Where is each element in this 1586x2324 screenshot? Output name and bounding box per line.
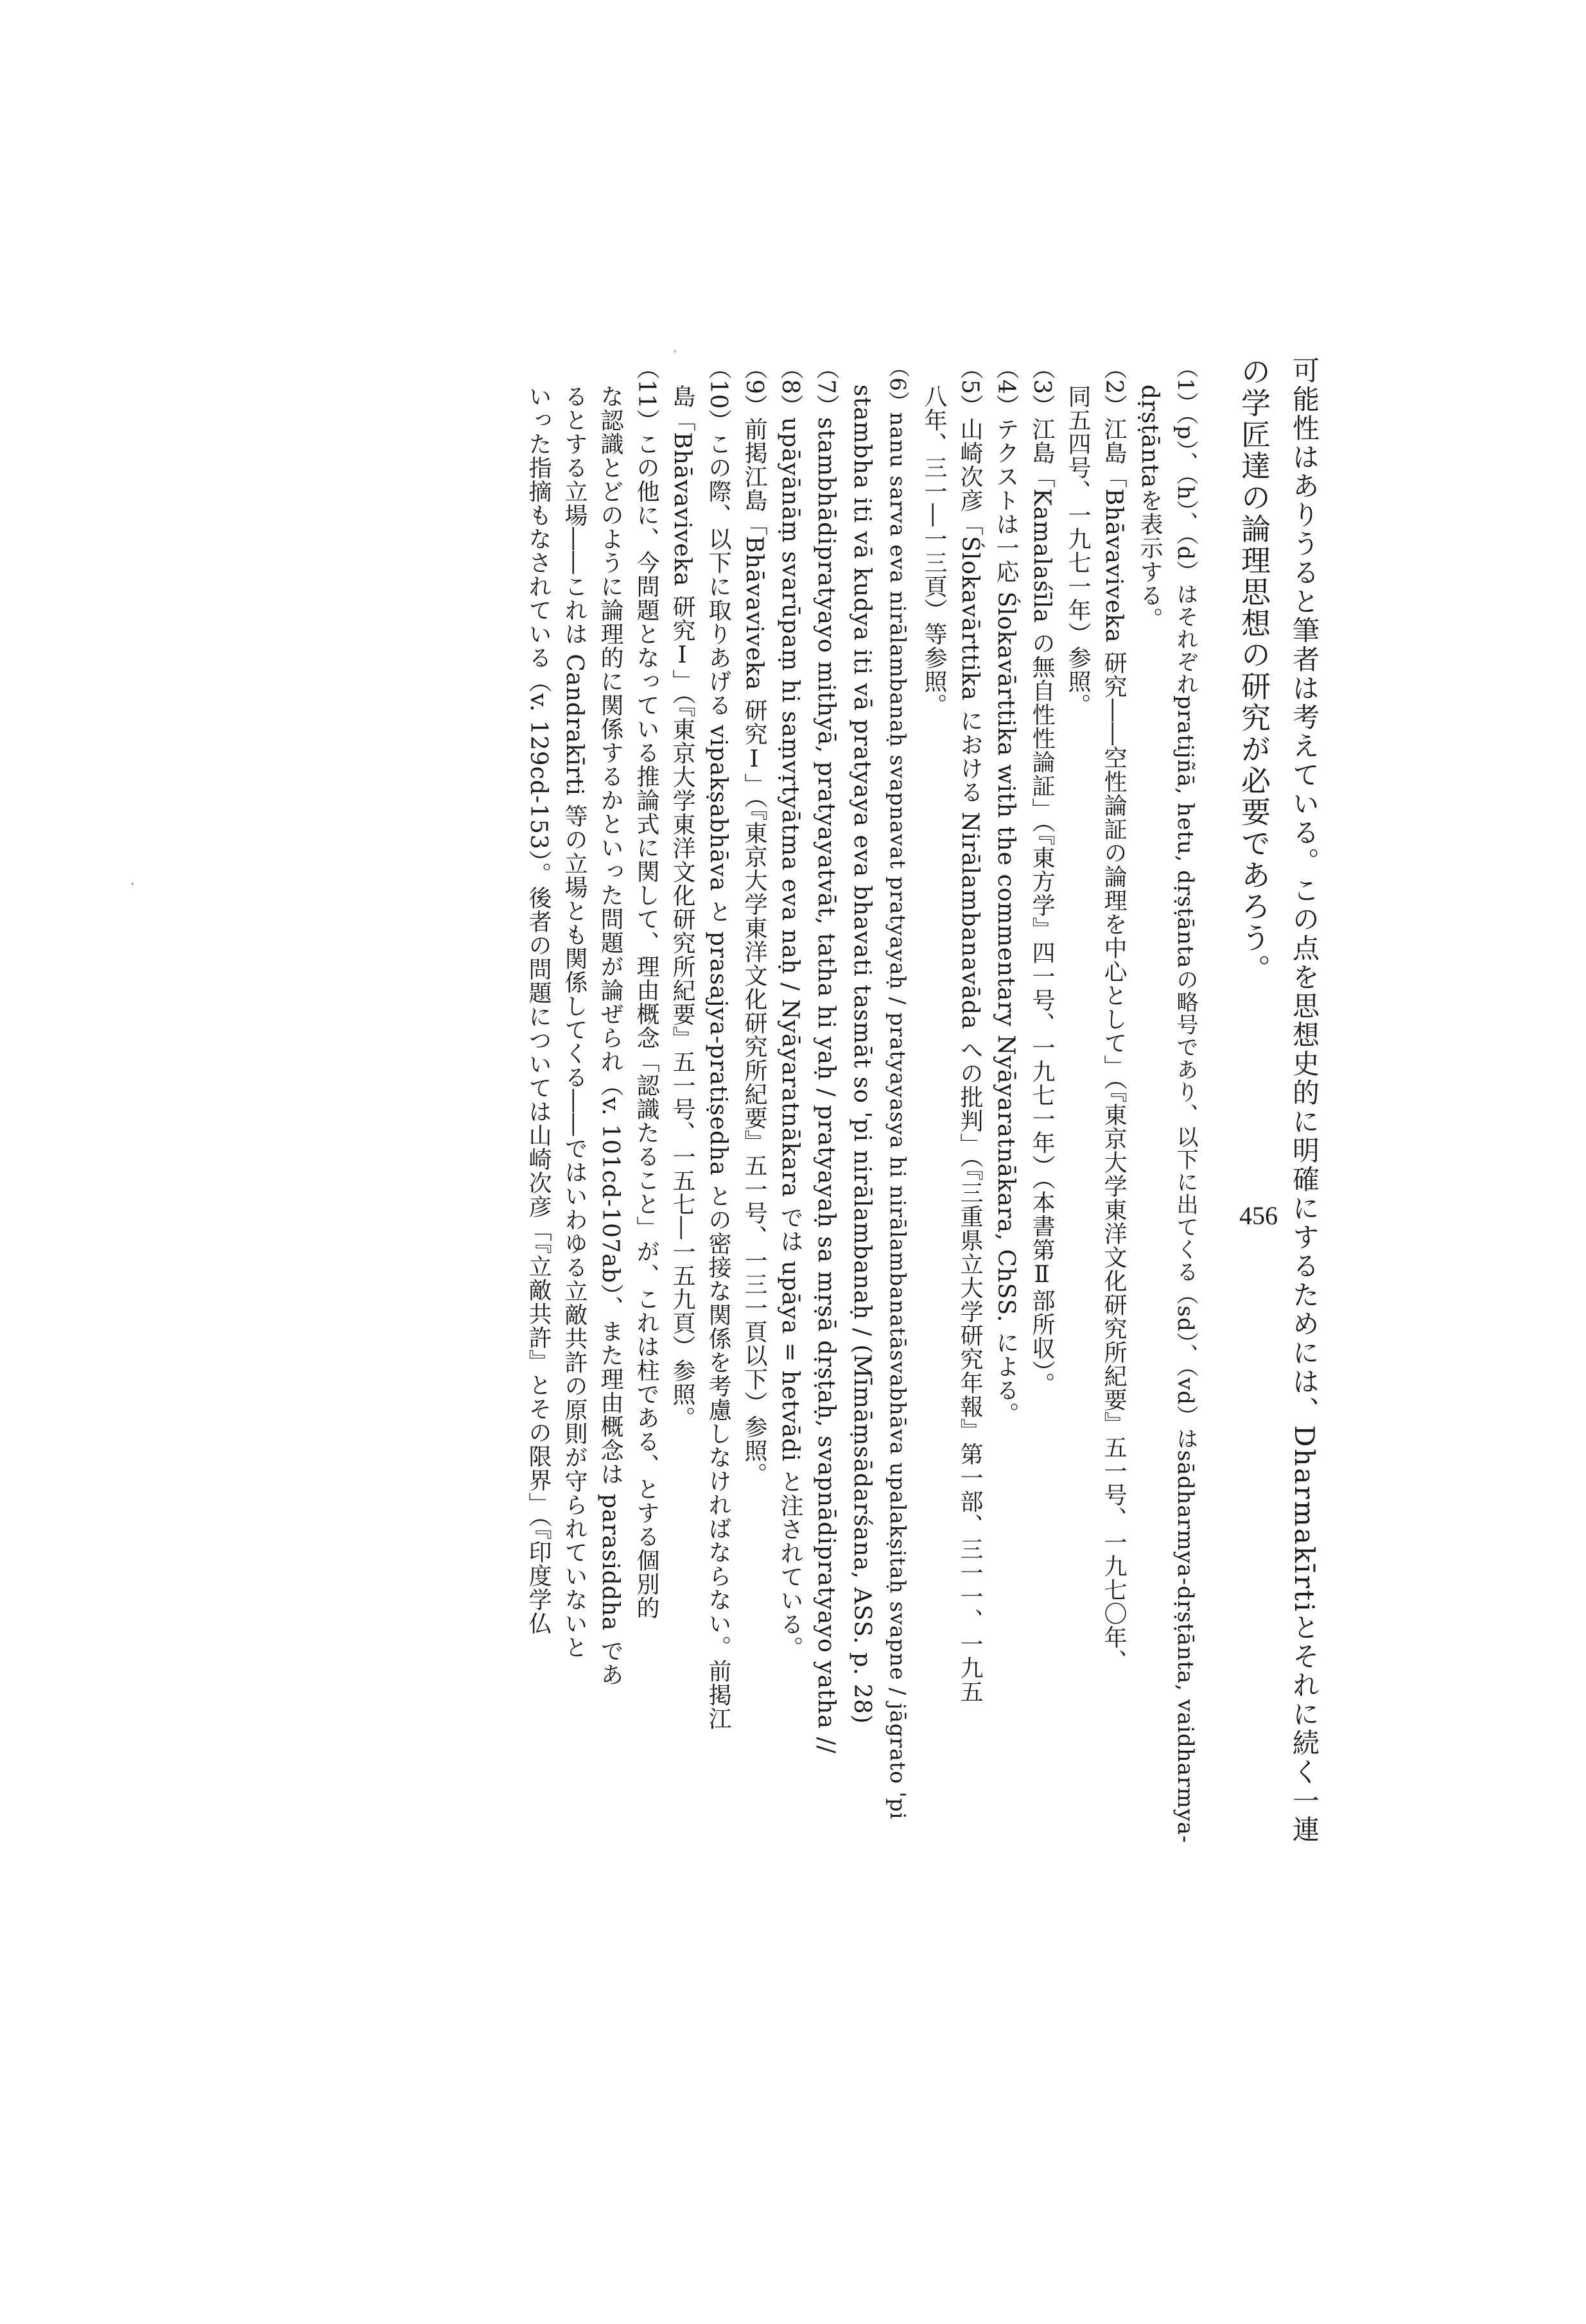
footnote-text: 山崎次彦「Ślokavārttika における Nirālambanavāda への批判」（『三重県立大学研究年報』第一部、三一一、一九五 <box>957 417 983 1704</box>
footnote-8-line-1 <box>772 356 808 1846</box>
footnote-text: この他に、今問題となっている推論式に関して、理由概念「認識たること」が、これは柱である、とする個別的 <box>633 431 659 1620</box>
footnote-text: 前掲江島「Bhāvaviveka 研究Ⅰ」（『東京大学東洋文化研究所紀要』五一号、一三一頁以下）参照。 <box>741 417 767 1487</box>
body-text-line: の学匠達の論理思想の研究が必要であろう。 <box>1237 356 1271 985</box>
footnote-text: この際、以下に取りあげる vipakṣabhāva と prasajya-pratiṣedha との密接な関係を考慮しなければならない。前掲江 <box>705 431 731 1731</box>
footnote-11-line-1 <box>628 356 664 1846</box>
footnote-number: （6） <box>885 356 911 412</box>
footnote-7-line-1 <box>808 356 844 1846</box>
footnote-number: （4） <box>993 356 1019 417</box>
footnote-text: テクストは一応 Ślokavārttika with the commentary Nyāyaratnākara, ChSS. による。 <box>993 417 1019 1426</box>
page-number: 456 <box>1239 1201 1278 1230</box>
scan-mark <box>674 350 675 352</box>
vertical-text-block <box>520 356 1329 1846</box>
footnote-number: （8） <box>777 356 803 417</box>
footnote-5-line-2: 八年、三一―一三頁）等参照。 <box>921 385 947 717</box>
footnote-text: 江島「Bhāvaviveka 研究――空性論証の論理を中心として」（『東京大学東洋文化研究所紀要』五一号、一九七〇年、 <box>1101 417 1127 1674</box>
footnote-number: （3） <box>1029 356 1055 417</box>
footnote-3-line-1 <box>1024 356 1059 1846</box>
footnote-4-line-1 <box>988 356 1024 1846</box>
footnote-10-line-2: 島「Bhāvaviveka 研究Ⅰ」（『東京大学東洋文化研究所紀要』五一号、一五七―一五九頁）参照。 <box>669 385 695 1430</box>
footnote-2-line-1 <box>1095 356 1131 1846</box>
footnote-number: （5） <box>957 356 983 417</box>
footnote-1-line-1 <box>1167 356 1203 1846</box>
footnote-text: （p）、（h）、（d）はそれぞれpratijñā, hetu, dṛṣṭāntaの略号であり、以下に出てくる（sd）、（vd）はsādharmya-dṛṣṭānta, vaidharmya- <box>1172 413 1198 1844</box>
footnote-text: upāyānāṃ svarūpaṃ hi saṃvṛtyātma eva naḥ / Nyāyaratnākara では upāya = hetvādi と注されている。 <box>777 417 803 1660</box>
body-text-line: 可能性はありうると筆者は考えている。この点を思想史的に明確にするためには、Dharmakīrtiとそれに続く一連 <box>1289 356 1320 1844</box>
footnote-11-line-4: いった指摘もなされている（v. 129cd-153）。後者の問題については山崎次彦「『立敵共許』とその限界」（『印度学仏 <box>525 385 552 1635</box>
footnote-6-line-1 <box>880 356 916 1846</box>
footnote-10-line-1 <box>700 356 736 1846</box>
footnote-text: 江島「Kamalaśīla の無自性性論証」（『東方学』四一号、一九七一年）（本書第Ⅱ部所収）。 <box>1029 417 1055 1396</box>
footnote-number: （7） <box>813 356 839 417</box>
footnote-11-line-3: るとする立場――これは Candrakīrti 等の立場とも関係してくる――ではいわゆる立敵共許の原則が守られていないと <box>561 385 588 1660</box>
footnote-2-line-2: 同五四号、一九七一年）参照。 <box>1065 385 1091 717</box>
footnote-1-line-2: dṛṣṭāntaを表示する。 <box>1137 385 1163 631</box>
footnote-number: （2） <box>1101 356 1127 417</box>
footnote-5-line-1 <box>952 356 988 1846</box>
footnote-9-line-1 <box>736 356 772 1846</box>
footnote-number: （1） <box>1172 356 1198 414</box>
footnote-number: （11） <box>633 356 659 432</box>
footnote-text: nanu sarva eva nirālambanaḥ svapnavat pratyayaḥ / pratyayasya hi nirālambanatāsvabhāva upalakṣitaḥ svapne / jāgrato 'pi <box>885 412 911 1820</box>
footnote-number: （9） <box>741 356 767 417</box>
footnote-11-line-2: な認識とどのように論理的に関係するかといった問題が論ぜられ（v. 101cd-107ab）、また理由概念は parasiddha であ <box>597 385 623 1687</box>
scan-mark <box>132 883 134 885</box>
footnote-text: stambhādipratyayo mithyā, pratyayatvāt, tatha hi yaḥ / pratyayaḥ sa mṛṣā dṛṣṭaḥ, svapnādipratyayo yatha // <box>813 417 839 1755</box>
footnote-number: （10） <box>705 356 731 432</box>
footnote-6-line-2: stambha iti vā kudya iti vā pratyaya eva bhavati tasmāt so 'pi nirālambanaḥ / (Mīmāṃsādarśana, ASS. p. 28) <box>849 385 875 1724</box>
section-gap <box>1203 356 1229 1846</box>
